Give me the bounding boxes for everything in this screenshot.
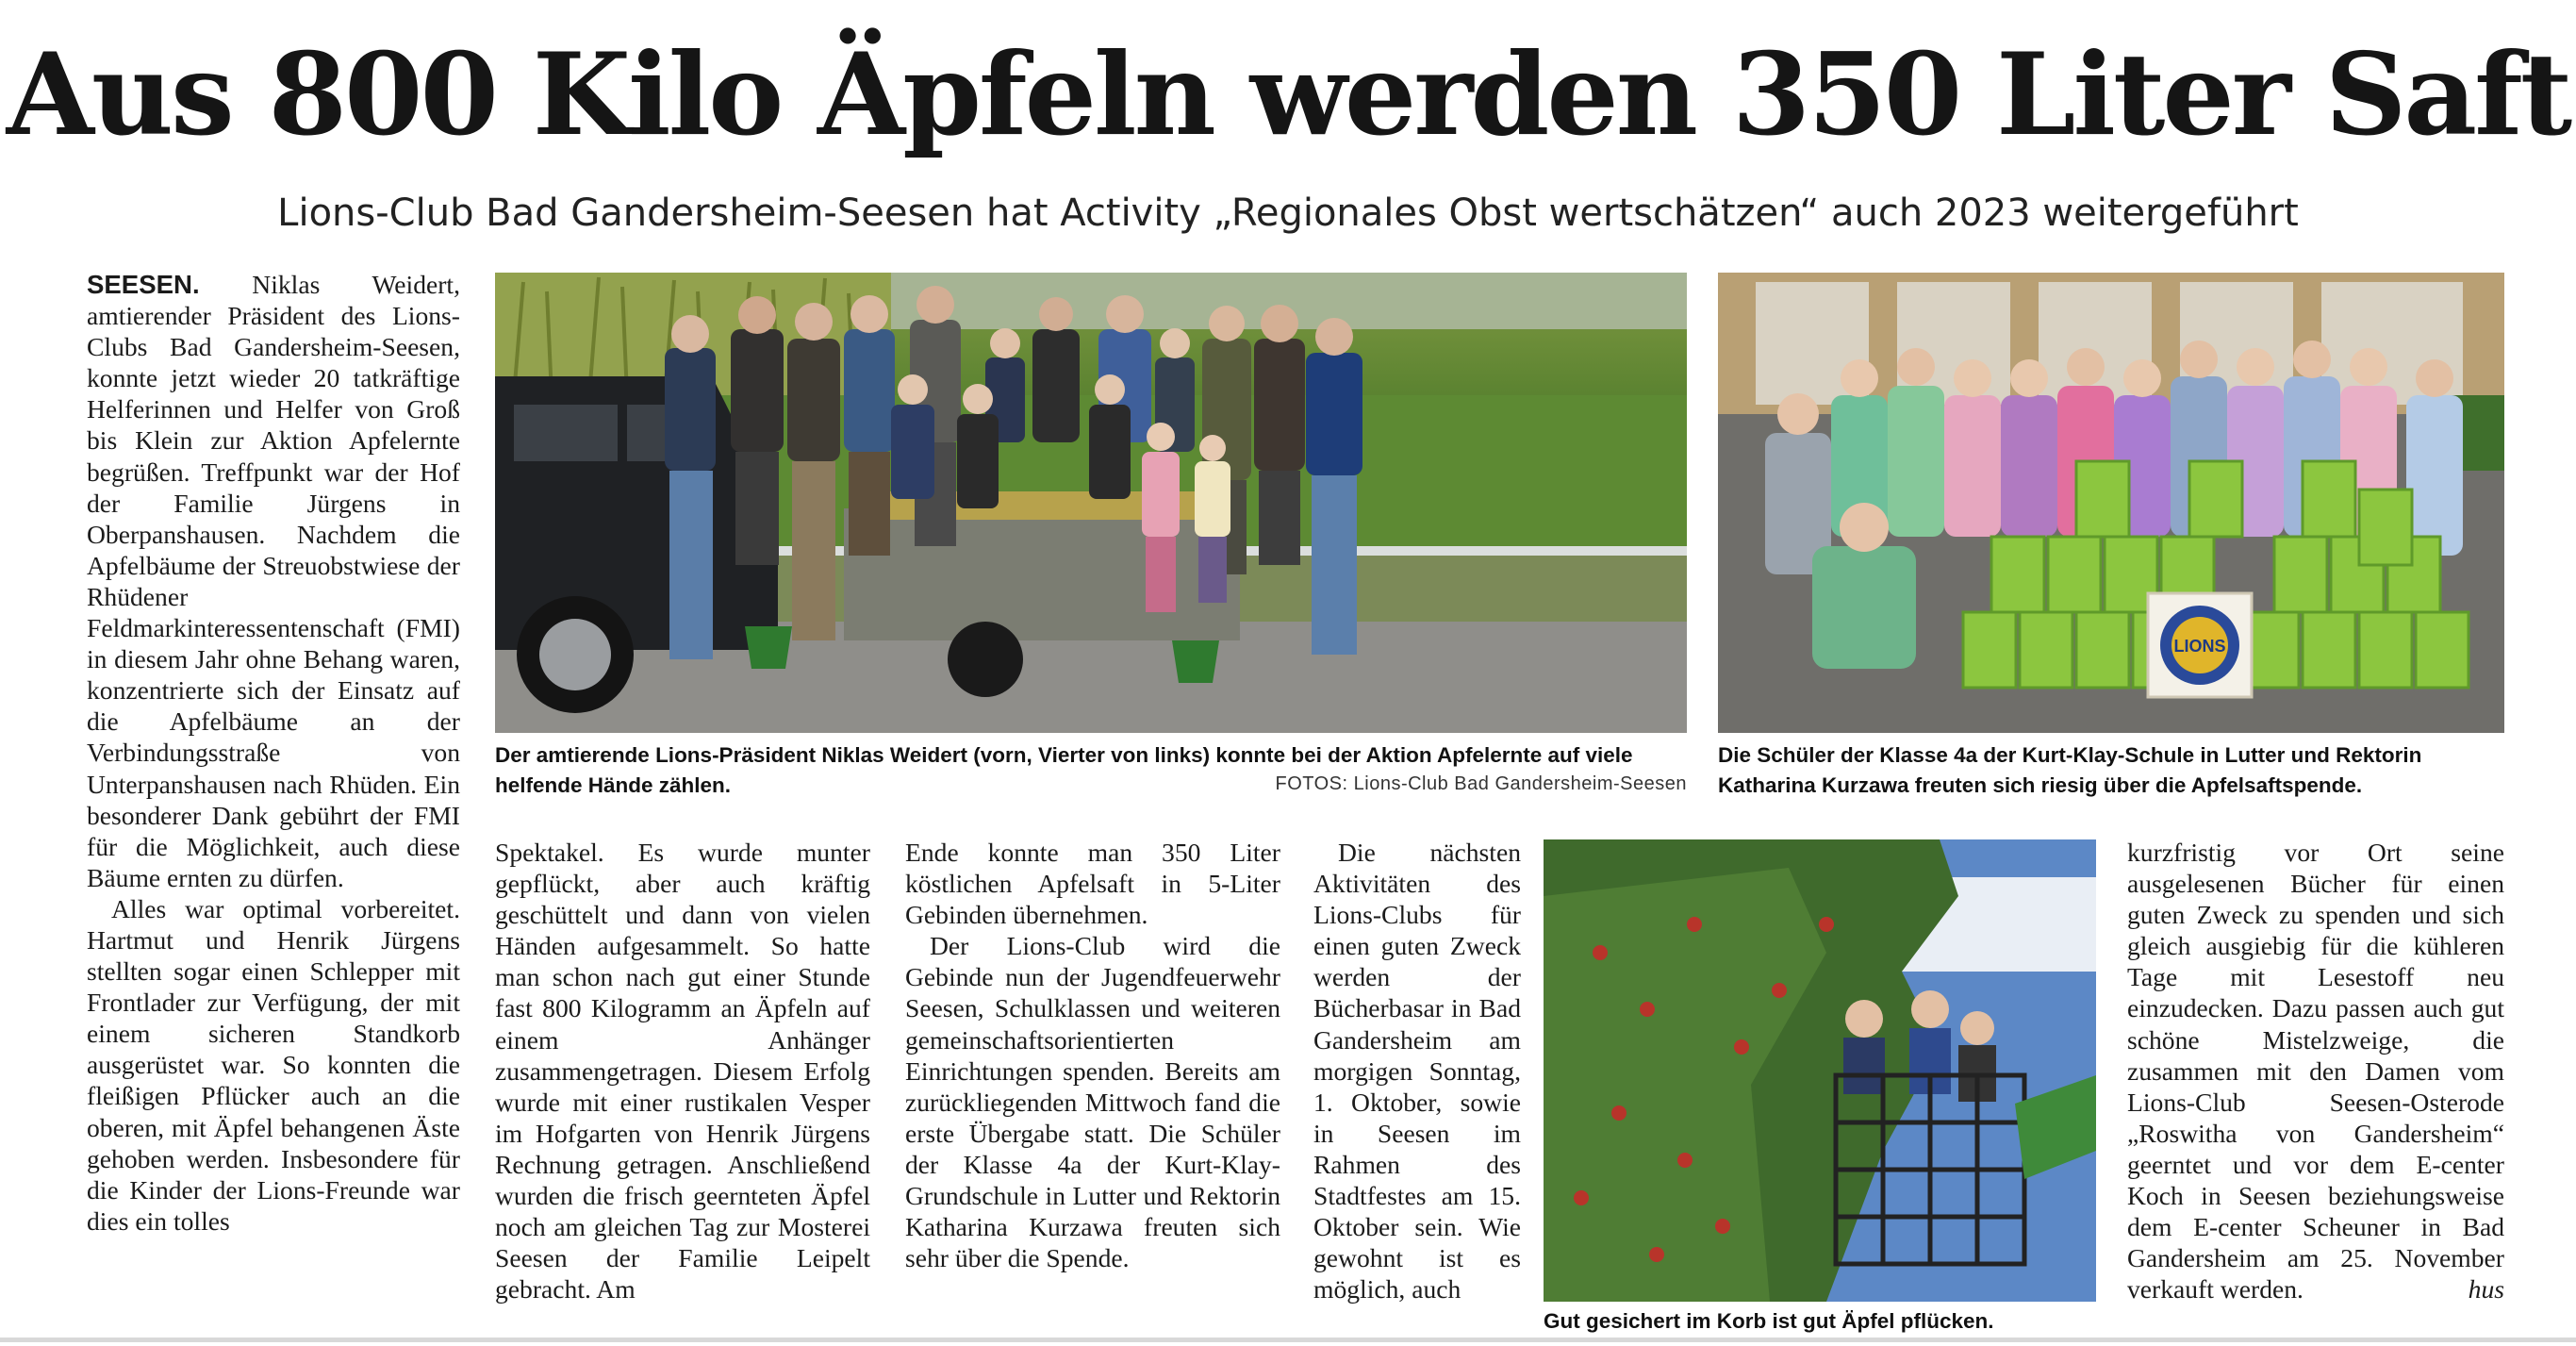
article-column-1 <box>87 269 460 1237</box>
article-column-3 <box>905 837 1280 1273</box>
subheadline: Lions-Club Bad Gandersheim-Seesen hat Activity „Regionales Obst wertschätzen“ auch 2023 weitergeführt <box>277 191 2299 235</box>
basket-photo <box>1544 839 2096 1302</box>
group-photo <box>495 273 1687 733</box>
group-photo-caption-text: Der amtierende Lions-Präsident Niklas Weidert (vorn, Vierter von links) konnte bei der Aktion Apfelernte auf viele helfende Hände zählen. <box>495 743 1633 797</box>
lions-logo-text: LIONS <box>2173 637 2226 656</box>
article-paragraph-2: Alles war optimal vorbereitet. Hartmut und Henrik Jürgens stellten sogar einen Schlepper mit Frontlader zur Verfügung, der mit einem sicheren Standkorb ausgerüstet war. So konnten die fleißigen Pflücker auch an die oberen, mit Äpfel behangenen Äste gehoben werden. Insbesondere für die Kinder der Lions-Freunde war dies ein tolles <box>87 893 460 1236</box>
article-paragraph-7 <box>2127 837 2504 1304</box>
article-column-4 <box>1313 837 1521 1304</box>
article-paragraph-6: Die nächsten Aktivitäten des Lions-Clubs für einen guten Zweck werden der Bücherbasar in Bad Gandersheim am morgigen Sonntag, 1. Oktober, sowie in Seesen im Rahmen des Stadtfestes am 15. Oktober sein. Wie gewohnt ist es möglich, auch <box>1313 838 1521 1304</box>
author-initials: hus <box>2468 1274 2504 1304</box>
school-photo-caption <box>1718 740 2504 801</box>
bottom-rule <box>0 1338 2576 1342</box>
article-paragraph-5: Der Lions-Club wird die Gebinde nun der Jugendfeuerwehr Seesen, Schulklassen und weiteren gemeinschaftsorientierten Einrichtungen spenden. Bereits am zurückliegenden Mittwoch fand die erste Übergabe statt. Die Schüler der Klasse 4a der Kurt-Klay-Grundschule in Lutter und Rektorin Katharina Kurzawa freuten sich sehr über die Spende. <box>905 931 1280 1273</box>
article-paragraph-7-text: kurzfristig vor Ort seine ausgelesenen Bücher für einen guten Zweck zu spenden und sich gleich ausgiebig für die kühleren Tage mit Lesestoff neu einzudecken. Dazu passen auch gut schöne Mistelzweige, die zusammen mit den Damen vom Lions-Club Seesen-Osterode „Roswitha von Gandersheim“ geerntet und vor dem E-center Koch in Seesen beziehungsweise dem E-center Scheuner in Bad Gandersheim am 25. November verkauft werden. <box>2127 838 2504 1304</box>
article-paragraph-1: Niklas Weidert, amtierender Präsident des Lions-Clubs Bad Gandersheim-Seesen, konnte jetzt wieder 20 tatkräftige Helferinnen und Helfer von Groß bis Klein zur Aktion Apfelernte begrüßen. Treffpunkt war der Hof der Familie Jürgens in Oberpanshausen. Nachdem die Apfelbäume der Streuobstwiese der Rhüdener Feldmarkinteressentenschaft (FMI) in diesem Jahr ohne Behang waren, konzentrierte sich der Einsatz auf die Apfelbäume an der Verbindungsstraße von Unterpanshausen nach Rhüden. Ein besonderer Dank gebührt der FMI für die Möglichkeit, auch diese Bäume ernten zu dürfen. <box>87 270 460 892</box>
basket-photo-caption-text: Gut gesichert im Korb ist gut Äpfel pflücken. <box>1544 1309 1994 1333</box>
photo-credit: FOTOS: Lions-Club Bad Gandersheim-Seesen <box>1275 773 1687 794</box>
article-paragraph-4: Ende konnte man 350 Liter köstlichen Apfelsaft in 5-Liter Gebinden übernehmen. <box>905 838 1280 930</box>
school-photo <box>1718 273 2504 733</box>
article-paragraph-3: Spektakel. Es wurde munter gepflückt, aber auch kräftig geschüttelt und dann von vielen Händen aufgesammelt. So hatte man schon nach gut einer Stunde fast 800 Kilogramm an Äpfeln auf einem Anhänger zusammengetragen. Diesem Erfolg wurde mit einer rustikalen Vesper im Hofgarten von Henrik Jürgens Rechnung getragen. Anschließend wurden die frisch geernteten Äpfel noch am gleichen Tag zur Mosterei Seesen der Familie Leipelt gebracht. Am <box>495 838 870 1304</box>
basket-photo-caption <box>1544 1306 2096 1337</box>
headline: Aus 800 Kilo Äpfeln werden 350 Liter Saft <box>6 28 2570 161</box>
dateline: SEESEN. <box>87 270 200 299</box>
article-column-5 <box>2127 837 2504 1304</box>
article-column-2 <box>495 837 870 1304</box>
school-photo-caption-text: Die Schüler der Klasse 4a der Kurt-Klay-Schule in Lutter und Rektorin Katharina Kurzawa freuten sich riesig über die Apfelsaftspende. <box>1718 743 2422 797</box>
